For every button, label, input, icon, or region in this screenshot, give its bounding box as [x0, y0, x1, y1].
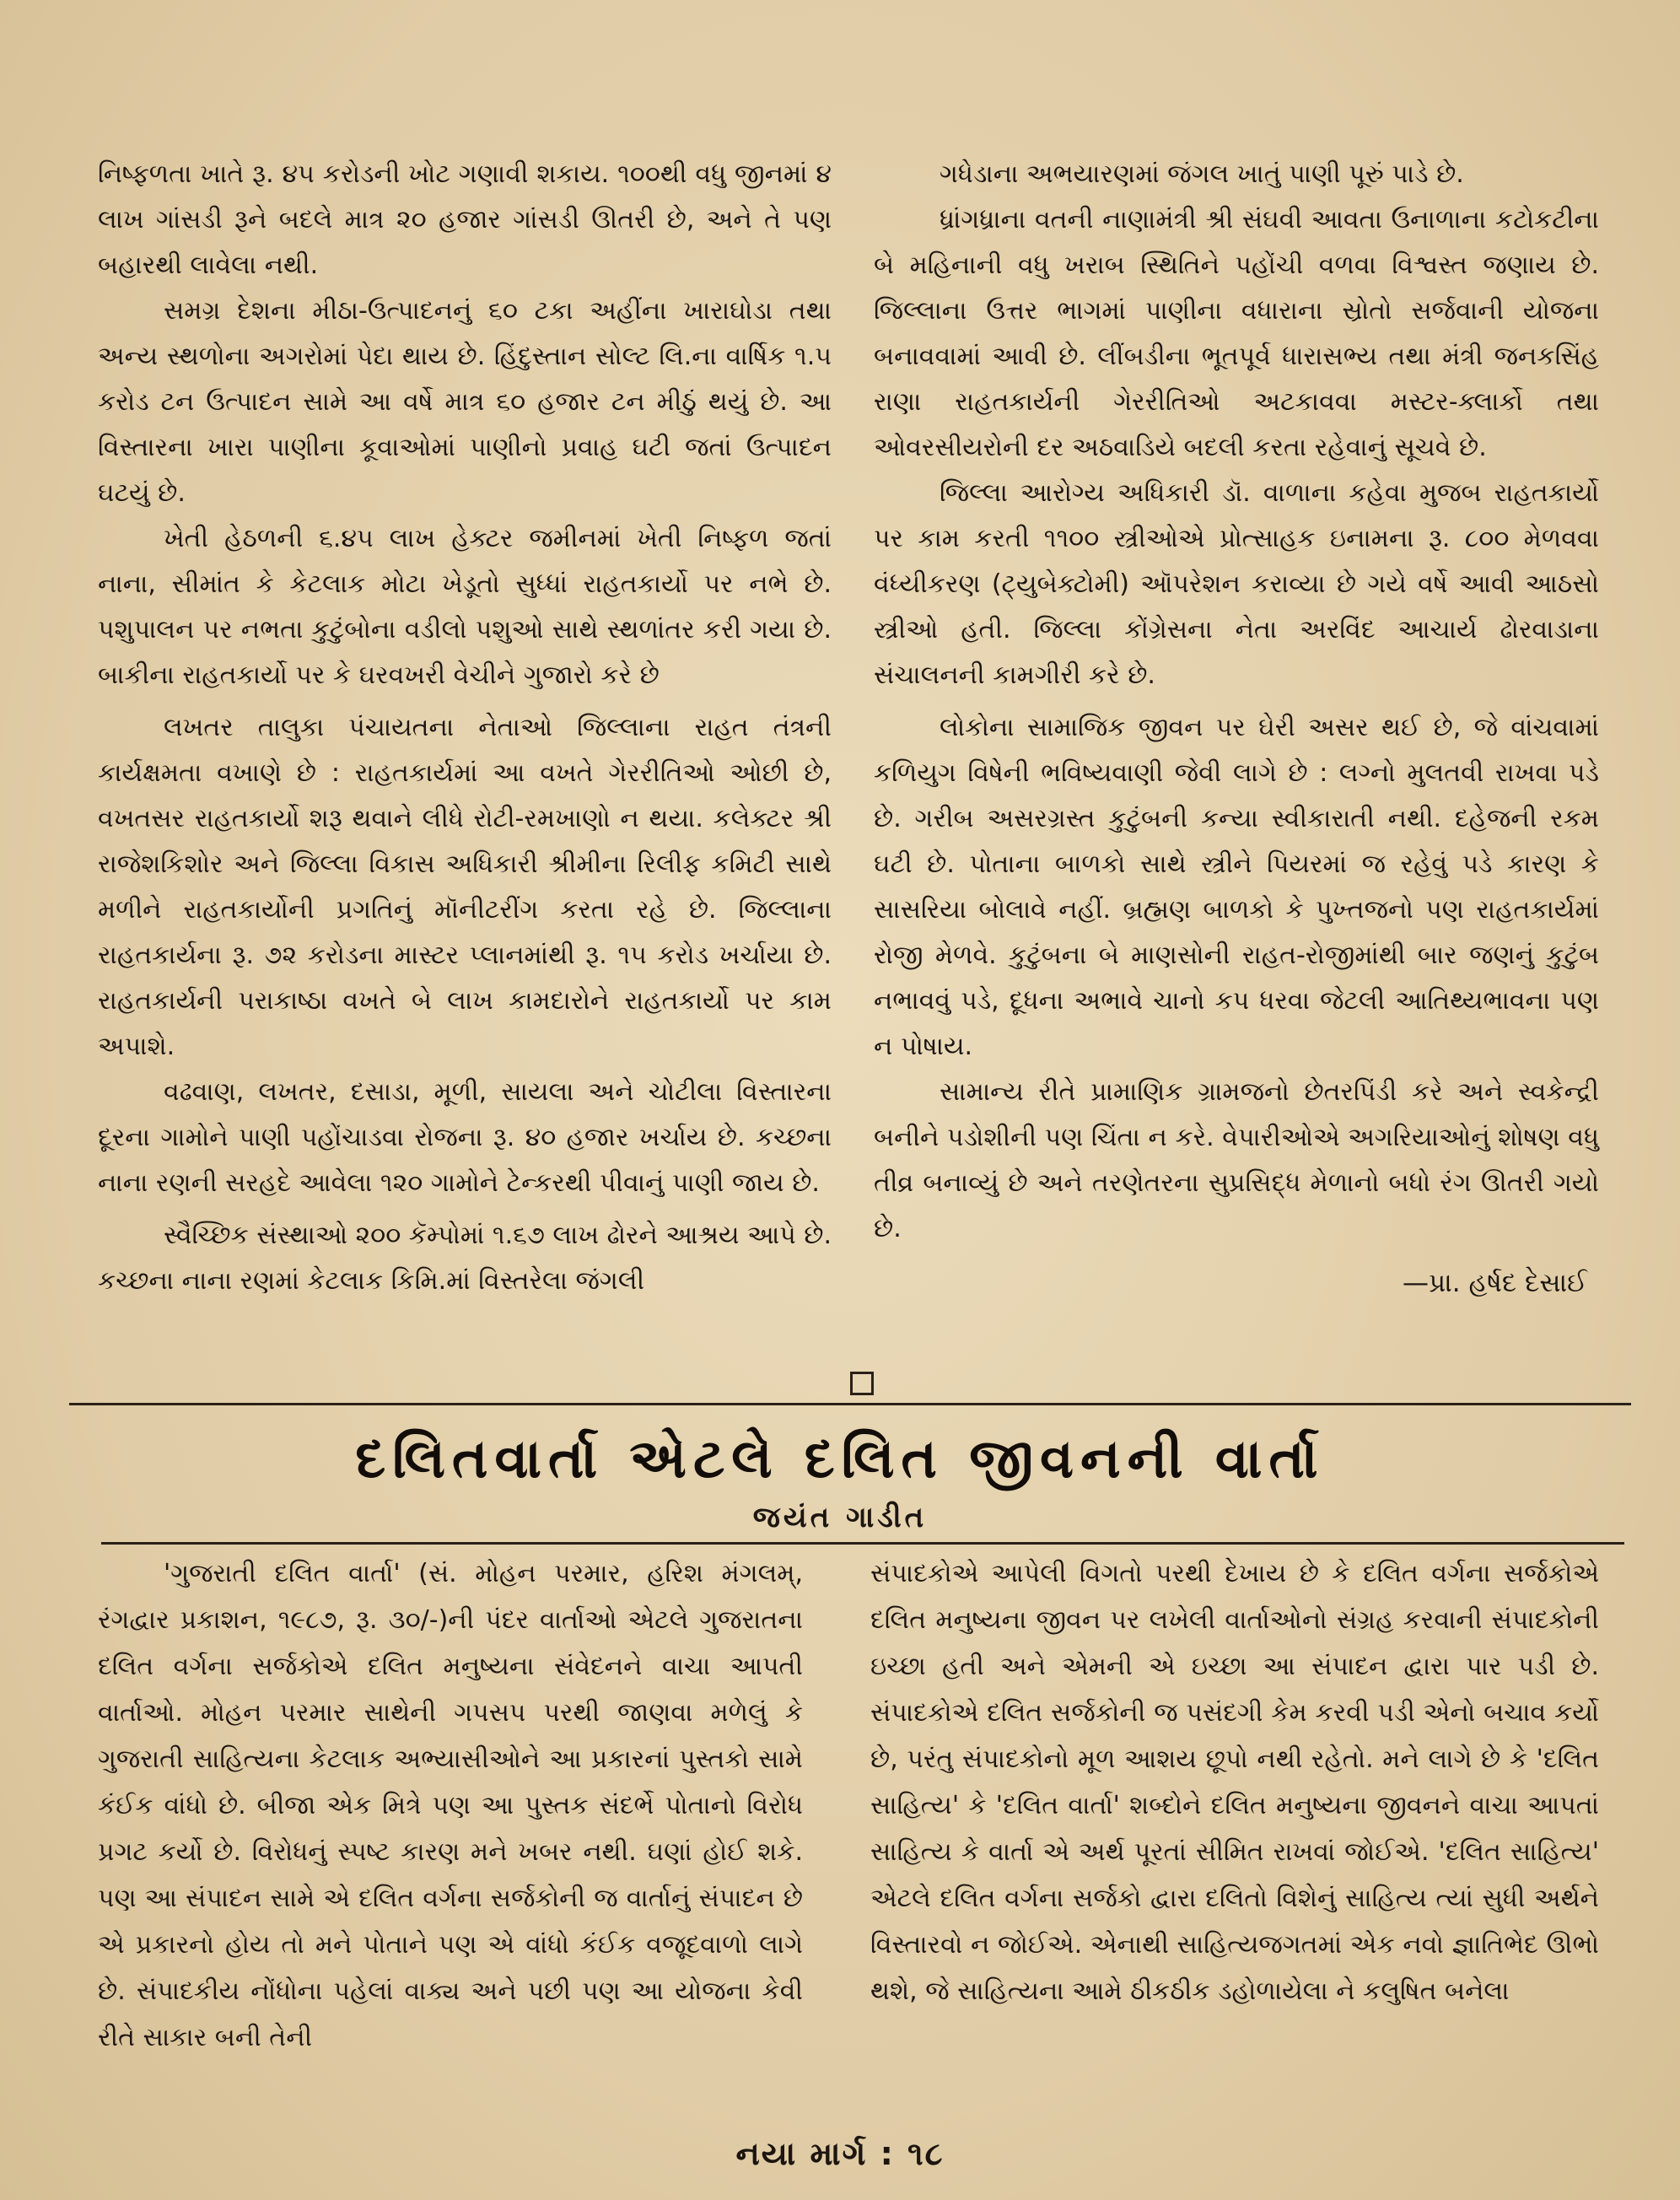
paragraph: સંપાદકોએ આપેલી વિગતો પરથી દેખાય છે કે દલિત વર્ગના સર્જકોએ દલિત મનુષ્યના જીવન પર લખેલી વાર્તાઓનો સંગ્રહ કરવાની સંપાદકોની ઇચ્છા હતી અને એમની એ ઇચ્છા આ સંપાદન દ્વારા પાર પડી છે. સંપાદકોએ દલિત સર્જકોની જ પસંદગી કેમ કરવી પડી એનો બચાવ કર્યો છે, પરંતુ સંપાદકોનો મૂળ આશય છૂપો નથી રહેતો. મને લાગે છે કે 'દલિત સાહિત્ય' કે 'દલિત વાર્તા' શબ્દોને દલિત મનુષ્યના જીવનને વાચા આપતાં સાહિત્ય કે વાર્તા એ અર્થ પૂરતાં સીમિત રાખવાં જોઈએ. 'દલિત સાહિત્ય' એટલે દલિત વર્ગના સર્જકો દ્વારા દલિતો વિશેનું સાહિત્ય ત્યાં સુધી અર્થને વિસ્તારવો ન જોઈએ. એનાથી સાહિત્યજગતમાં એક નવો જ્ઞાતિભેદ ઊભો થશે, જે સાહિત્યના આમે ઠીકઠીક ડહોળાયેલા ને કલુષિત બનેલા — [870, 1559, 1599, 2006]
horizontal-rule — [101, 1542, 1624, 1545]
top-left-column — [98, 152, 832, 1304]
page-footer: નયા માર્ગ : ૧૮ — [735, 2135, 945, 2172]
paragraph: લખતર તાલુકા પંચાયતના નેતાઓ જિલ્લાના રાહત તંત્રની કાર્યક્ષમતા વખાણે છે : રાહતકાર્યમાં આ વખતે ગેરરીતિઓ ઓછી છે, વખતસર રાહતકાર્યો શરૂ થવાને લીધે રોટી-રમખાણો ન થયા. કલેક્ટર શ્રી રાજેશકિશોર અને જિલ્લા વિકાસ અધિકારી શ્રીમીના રિલીફ કમિટી સાથે મળીને રાહતકાર્યોની પ્રગતિનું મૉનીટરીંગ કરતા રહે છે. જિલ્લાના રાહતકાર્યના રૂ. ૭૨ કરોડના માસ્ટર પ્લાનમાંથી રૂ. ૧૫ કરોડ ખર્ચાયા છે. રાહતકાર્યની પરાકાષ્ઠા વખતે બે લાખ કામદારોને રાહતકાર્યો પર કામ અપાશે. — [98, 713, 832, 1061]
section-separator-box — [850, 1372, 874, 1395]
paragraph: વઢવાણ, લખતર, દસાડા, મૂળી, સાયલા અને ચોટીલા વિસ્તારના દૂરના ગામોને પાણી પહોંચાડવા રોજના રૂ. ૪૦ હજાર ખર્ચાય છે. કચ્છના નાના રણની સરહદે આવેલા ૧૨૦ ગામોને ટેન્કરથી પીવાનું પાણી જાય છે. — [98, 1077, 832, 1198]
bottom-right-column — [870, 1550, 1599, 2014]
paragraph: નિષ્ફળતા ખાતે રૂ. ૪૫ કરોડની ખોટ ગણાવી શકાય. ૧૦૦થી વધુ જીનમાં ૪ લાખ ગાંસડી રૂને બદલે માત્ર ૨૦ હજાર ગાંસડી ઊતરી છે, અને તે પણ બહારથી લાવેલા નથી. — [98, 159, 832, 280]
bottom-left-column — [98, 1550, 803, 2061]
paragraph: ધ્રાંગધ્રાના વતની નાણામંત્રી શ્રી સંઘવી આવતા ઉનાળાના કટોકટીના બે મહિનાની વધુ ખરાબ સ્થિતિને પહોંચી વળવા વિશ્વસ્ત જણાય છે. જિલ્લાના ઉત્તર ભાગમાં પાણીના વધારાના સ્રોતો સર્જવાની યોજના બનાવવામાં આવી છે. લીંબડીના ભૂતપૂર્વ ધારાસભ્ય તથા મંત્રી જનકસિંહ રાણા રાહતકાર્યની ગેરરીતિઓ અટકાવવા મસ્ટર-ક્લાર્કો તથા ઓવરસીયરોની દર અઠવાડિયે બદલી કરતા રહેવાનું સૂચવે છે. — [874, 205, 1599, 462]
paragraph: સ્વૈચ્છિક સંસ્થાઓ ૨૦૦ કૅમ્પોમાં ૧.૬૭ લાખ ઢોરને આશ્રય આપે છે. કચ્છના નાના રણમાં કેટલાક કિમિ.માં વિસ્તરેલા જંગલી — [98, 1221, 832, 1296]
author-signature: —પ્રા. હર્ષદ દેસાઈ — [1403, 1268, 1587, 1298]
paragraph: સામાન્ય રીતે પ્રામાણિક ગ્રામજનો છેતરપિંડી કરે અને સ્વકેન્દ્રી બનીને પડોશીની પણ ચિંતા ન કરે. વેપારીઓએ અગરિયાઓનું શોષણ વધુ તીવ્ર બનાવ્યું છે અને તરણેતરના સુપ્રસિદ્ધ મેળાનો બધો રંગ ઊતરી ગયો છે. — [874, 1077, 1599, 1243]
paragraph: ખેતી હેઠળની ૬.૪૫ લાખ હેક્ટર જમીનમાં ખેતી નિષ્ફળ જતાં નાના, સીમાંત કે કેટલાક મોટા ખેડૂતો સુધ્ધાં રાહતકાર્યો પર નભે છે. પશુપાલન પર નભતા કુટુંબોના વડીલો પશુઓ સાથે સ્થળાંતર કરી ગયા છે. બાકીના રાહતકાર્યો પર કે ઘરવખરી વેચીને ગુજારો કરે છે — [98, 524, 832, 690]
paragraph: ગધેડાના અભયારણમાં જંગલ ખાતું પાણી પૂરું પાડે છે. — [940, 159, 1464, 189]
paragraph: જિલ્લા આરોગ્ય અધિકારી ડૉ. વાળાના કહેવા મુજબ રાહતકાર્યો પર કામ કરતી ૧૧૦૦ સ્ત્રીઓએ પ્રોત્સાહક ઇનામના રૂ. ૮૦૦ મેળવવા વંધ્યીકરણ (ટ્યુબેક્ટોમી) ઑપરેશન કરાવ્યા છે ગયે વર્ષે આવી આઠસો સ્ત્રીઓ હતી. જિલ્લા કોંગ્રેસના નેતા અરવિંદ આચાર્ય ઢોરવાડાના સંચાલનની કામગીરી કરે છે. — [874, 478, 1599, 690]
top-right-column — [874, 152, 1599, 1306]
horizontal-rule — [69, 1403, 1631, 1405]
article-title: દલિતવાર્તા એટલે દલિત જીવનની વાર્તા — [355, 1428, 1325, 1491]
paragraph: સમગ્ર દેશના મીઠા-ઉત્પાદનનું ૬૦ ટકા અહીંના ખારાઘોડા તથા અન્ય સ્થળોના અગરોમાં પેદા થાય છે. હિંદુસ્તાન સોલ્ટ લિ.ના વાર્ષિક ૧.૫ કરોડ ટન ઉત્પાદન સામે આ વર્ષે માત્ર ૬૦ હજાર ટન મીઠું થયું છે. આ વિસ્તારના ખારા પાણીના કૂવાઓમાં પાણીનો પ્રવાહ ઘટી જતાં ઉત્પાદન ઘટયું છે. — [98, 296, 832, 508]
paragraph: 'ગુજરાતી દલિત વાર્તા' (સં. મોહન પરમાર, હરિશ મંગલમ્, રંગદ્વાર પ્રકાશન, ૧૯૮૭, રૂ. ૩૦/-)ની પંદર વાર્તાઓ એટલે ગુજરાતના દલિત વર્ગના સર્જકોએ દલિત મનુષ્યના સંવેદનને વાચા આપતી વાર્તાઓ. મોહન પરમાર સાથેની ગપસપ પરથી જાણવા મળેલું કે ગુજરાતી સાહિત્યના કેટલાક અભ્યાસીઓને આ પ્રકારનાં પુસ્તકો સામે કંઈક વાંધો છે. બીજા એક મિત્રે પણ આ પુસ્તક સંદર્ભે પોતાનો વિરોધ પ્રગટ કર્યો છે. વિરોધનું સ્પષ્ટ કારણ મને ખબર નથી. ઘણાં હોઈ શકે. પણ આ સંપાદન સામે એ દલિત વર્ગના સર્જકોની જ વાર્તાનું સંપાદન છે એ પ્રકારનો હોય તો મને પોતાને પણ એ વાંધો કંઈક વજૂદવાળો લાગે છે. સંપાદકીય નોંધોના પહેલાં વાક્ય અને પછી પણ આ યોજના કેવી રીતે સાકાર બની તેની — [98, 1559, 803, 2052]
article-author: જયંત ગાડીત — [752, 1501, 928, 1534]
paragraph: લોકોના સામાજિક જીવન પર ઘેરી અસર થઈ છે, જે વાંચવામાં કળિયુગ વિષેની ભવિષ્યવાણી જેવી લાગે છે : લગ્નો મુલતવી રાખવા પડે છે. ગરીબ અસરગ્રસ્ત કુટુંબની કન્યા સ્વીકારાતી નથી. દહેજની રકમ ઘટી છે. પોતાના બાળકો સાથે સ્ત્રીને પિયરમાં જ રહેવું પડે કારણ કે સાસરિયા બોલાવે નહીં. બ્રહ્મણ બાળકો કે પુખ્તજનો પણ રાહતકાર્યમાં રોજી મેળવે. કુટુંબના બે માણસોની રાહત-રોજીમાંથી બાર જણનું કુટુંબ નભાવવું પડે, દૂધના અભાવે ચાનો કપ ધરવા જેટલી આતિથ્યભાવના પણ ન પોષાય. — [874, 713, 1599, 1061]
